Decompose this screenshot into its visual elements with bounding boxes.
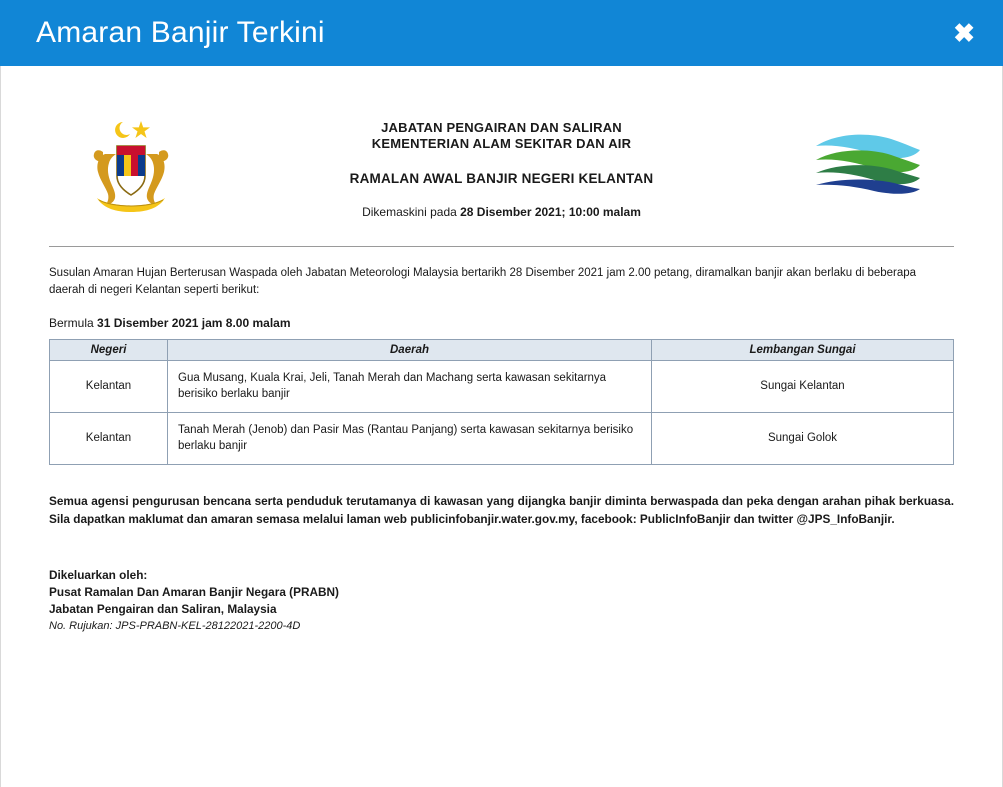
letterhead-divider xyxy=(49,246,954,247)
table-row xyxy=(50,361,954,413)
window-header xyxy=(0,0,1003,66)
last-updated-value: 28 Disember 2021; 10:00 malam xyxy=(460,204,641,219)
org-line-2: KEMENTERIAN ALAM SEKITAR DAN AIR xyxy=(371,136,632,152)
cell-daerah: Gua Musang, Kuala Krai, Jeli, Tanah Merah dan Machang serta kawasan sekitarnya berisiko berlaku banjir xyxy=(168,361,652,413)
start-time-prefix: Bermula xyxy=(49,316,98,331)
column-header-lembangan-sungai: Lembangan Sungai xyxy=(652,340,954,361)
page-title: Amaran Banjir Terkini xyxy=(36,16,325,49)
malaysia-coat-of-arms-icon xyxy=(79,112,183,216)
intro-paragraph: Susulan Amaran Hujan Berterusan Waspada oleh Jabatan Meteorologi Malaysia bertarikh 28 Disember 2021 jam 2.00 petang, diramalkan banjir akan berlaku di beberapa daerah di negeri Kelantan seperti berikut: xyxy=(49,267,917,296)
issuer-block xyxy=(49,567,954,635)
close-icon[interactable]: ✖ xyxy=(953,18,975,48)
issuer-label: Dikeluarkan oleh: xyxy=(49,567,148,582)
cell-lembangan-sungai: Sungai Golok xyxy=(652,413,954,465)
start-time-value: 31 Disember 2021 jam 8.00 malam xyxy=(97,316,291,331)
column-header-negeri: Negeri xyxy=(50,340,168,361)
cell-lembangan-sungai: Sungai Kelantan xyxy=(652,361,954,413)
org-line-1: JABATAN PENGAIRAN DAN SALIRAN xyxy=(381,120,622,135)
last-updated-prefix: Dikemaskini pada xyxy=(362,204,461,219)
flood-forecast-table xyxy=(49,339,954,465)
cell-daerah: Tanah Merah (Jenob) dan Pasir Mas (Rantau Panjang) serta kawasan sekitarnya berisiko berlaku banjir xyxy=(168,413,652,465)
issuer-department: Jabatan Pengairan dan Saliran, Malaysia xyxy=(49,601,277,616)
public-notice-paragraph: Semua agensi pengurusan bencana serta penduduk terutamanya di kawasan yang dijangka banjir diminta berwaspada dan peka dengan arahan pihak berkuasa. Sila dapatkan maklumat dan amaran semasa melalui laman web publicinfobanjir.water.gov.my, facebook: PublicInfoBanjir dan twitter @JPS_InfoBanjir. xyxy=(49,494,954,527)
issuer-organisation: Pusat Ramalan Dan Amaran Banjir Negara (PRABN) xyxy=(49,584,339,599)
start-time-line xyxy=(49,316,954,330)
document-sheet xyxy=(0,66,1003,787)
table-row xyxy=(50,413,954,465)
last-updated xyxy=(49,205,954,219)
cell-negeri: Kelantan xyxy=(50,413,168,465)
reference-number: No. Rujukan: JPS-PRABN-KEL-28122021-2200-4D xyxy=(49,620,301,633)
letterhead xyxy=(49,112,954,232)
document-title: RAMALAN AWAL BANJIR NEGERI KELANTAN xyxy=(349,170,654,186)
table-header-row xyxy=(50,340,954,361)
cell-negeri: Kelantan xyxy=(50,361,168,413)
jps-water-waves-logo-icon xyxy=(812,130,924,196)
column-header-daerah: Daerah xyxy=(168,340,652,361)
